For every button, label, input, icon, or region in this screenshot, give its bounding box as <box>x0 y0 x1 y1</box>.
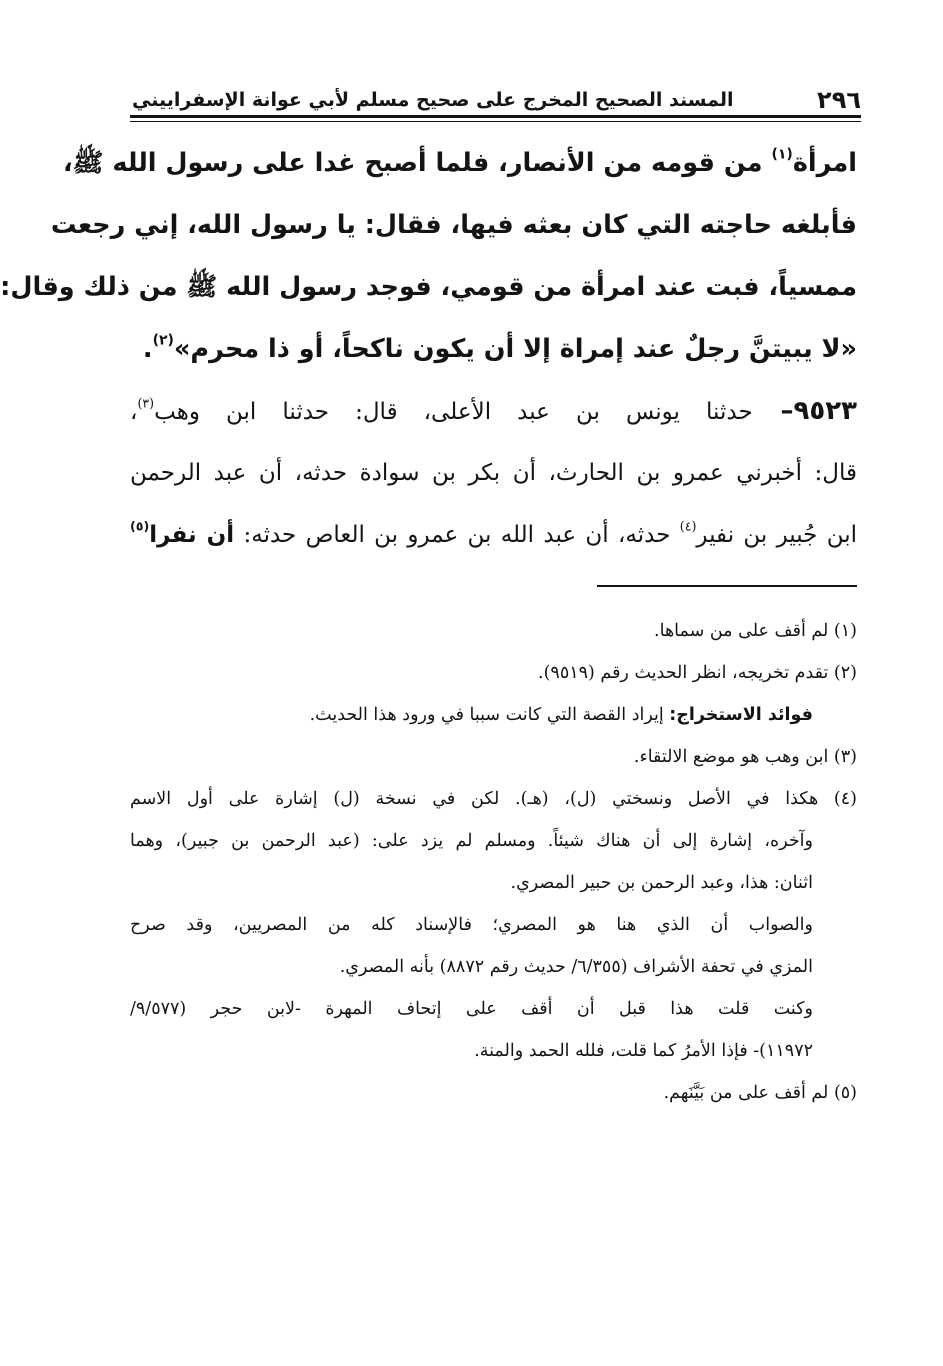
hadith-line-1-end: ، <box>130 399 138 425</box>
footnote-1: (١) لم أقف على من سماها. <box>654 621 857 641</box>
header-rule-thin <box>130 121 861 122</box>
footnote-4-line-1: (٤) هكذا في الأصل ونسختي (ل)، (هـ). لكن في نسخة (ل) إشارة على أول الاسم <box>130 789 857 809</box>
hadith-line-1-text: حدثنا يونس بن عبد الأعلى، قال: حدثنا ابن وهب <box>154 399 753 425</box>
footnote-4-line-7: ١١٩٧٢)- فإذا الأمرُ كما قلت، فلله الحمد والمنة. <box>474 1041 813 1061</box>
footnotes <box>130 610 857 1114</box>
footnote-5: (٥) لم أقف على من بَيَّنَهم. <box>663 1083 857 1103</box>
header-rule-thick <box>130 115 861 118</box>
line-1-rest: من قومه من الأنصار، فلما أصبح غدا على رسول الله ﷺ، <box>62 148 772 178</box>
hadith-line-1 <box>130 380 857 442</box>
hadith-line-3-start: ابن جُبير بن نفير <box>696 522 857 548</box>
text-line-1 <box>62 132 857 194</box>
fawaid-label: فوائد الاستخراج: <box>669 705 813 725</box>
footnote-ref-3: (٣) <box>137 395 155 411</box>
hadith-line-2: قال: أخبرني عمرو بن الحارث، أن بكر بن سوادة حدثه، أن عبد الرحمن <box>130 460 857 486</box>
hadith-dash: – <box>752 396 794 426</box>
footnote-ref-1: (١) <box>771 146 793 163</box>
hadith-line-3 <box>130 504 857 566</box>
footnote-ref-4: (٤) <box>679 518 697 534</box>
line-1-start: امرأة <box>792 148 857 178</box>
hadith-number: ٩٥٢٣ <box>793 396 857 426</box>
text-line-2: فأبلغه حاجته التي كان بعثه فيها، فقال: يا رسول الله، إني رجعت <box>50 210 857 240</box>
footnote-4-line-2: وآخره، إشارة إلى أن هناك شيئاً. ومسلم لم يزد على: (عبد الرحمن بن جبير)، وهما <box>130 831 813 851</box>
page-number: ٢٩٦ <box>817 86 861 114</box>
running-title: المسند الصحيح المخرج على صحيح مسلم لأبي عوانة الإسفراييني <box>132 89 734 111</box>
footnote-4-line-6: وكنت قلت هذا قبل أن أقف على إتحاف المهرة -لابن حجر (٩/٥٧٧/ <box>130 999 813 1019</box>
text-line-4 <box>130 318 857 380</box>
hadith-line-3-bold: أن نفرا <box>149 522 235 548</box>
text-line-3: ممسياً، فبت عند امرأة من قومي، فوجد رسول الله ﷺ من ذلك وقال: <box>0 272 857 302</box>
line-4-rest: . <box>142 334 153 364</box>
footnote-2: (٢) تقدم تخريجه، انظر الحديث رقم (٩٥١٩). <box>538 663 857 683</box>
footnote-4-line-3: اثنان: هذا، وعبد الرحمن بن حبير المصري. <box>510 873 813 893</box>
footnote-separator <box>597 585 857 587</box>
footnote-ref-5: (٥) <box>130 518 150 534</box>
footnote-4-line-5: المزي في تحفة الأشراف (٦/٣٥٥/ حديث رقم ٨٨٧٢) بأنه المصري. <box>339 957 813 977</box>
line-4-start: «لا يبيتنَّ رجلٌ عند إمراة إلا أن يكون ناكحاً، أو ذا محرم» <box>173 334 857 364</box>
footnote-4-line-4: والصواب أن الذي هنا هو المصري؛ فالإسناد كله من المصريين، وقد صرح <box>130 915 813 935</box>
fawaid-text: إيراد القصة التي كانت سببا في ورود هذا الحديث. <box>309 705 670 725</box>
footnote-ref-2: (٢) <box>152 332 174 349</box>
hadith-line-3-mid: حدثه، أن عبد الله بن عمرو بن العاص حدثه: <box>234 522 680 548</box>
footnote-3: (٣) ابن وهب هو موضع الالتقاء. <box>633 747 857 767</box>
running-header <box>132 84 861 114</box>
fawaid-note <box>130 694 857 736</box>
main-text <box>0 132 857 566</box>
